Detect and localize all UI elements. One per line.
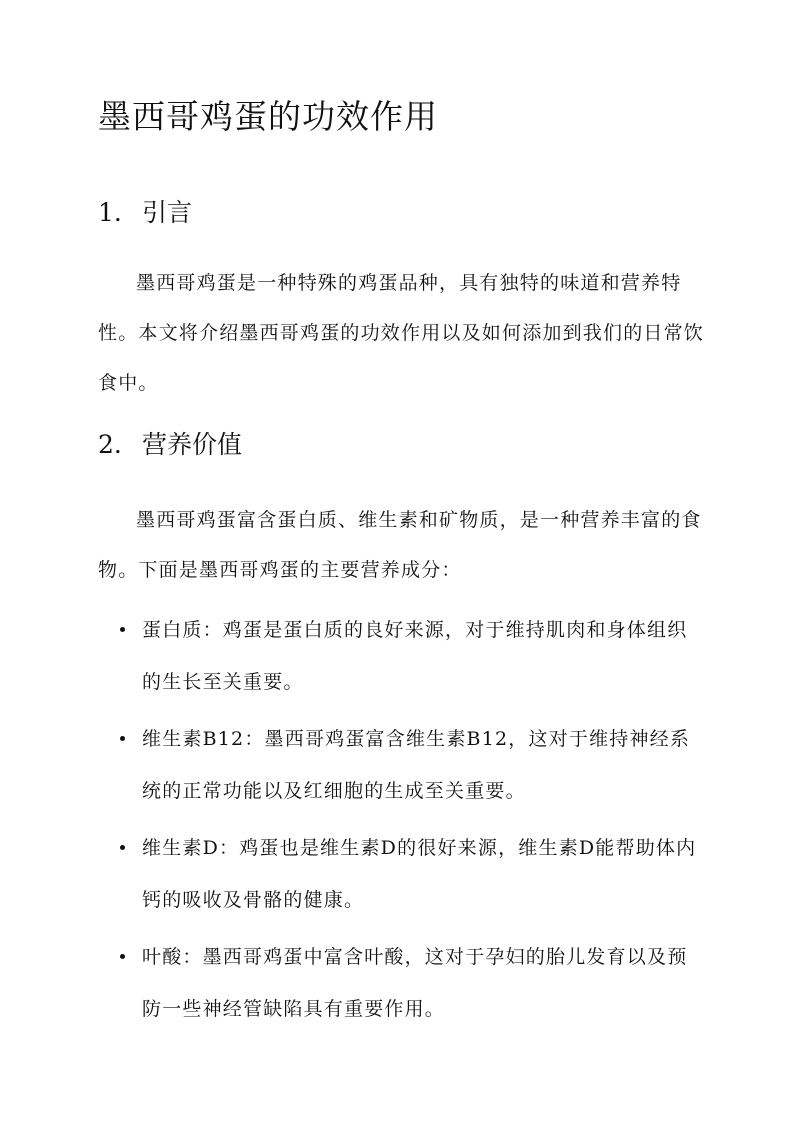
section-title: 引言 — [142, 198, 193, 227]
section-number: 1. — [98, 198, 122, 227]
list-item-text: 维生素B12：墨西哥鸡蛋富含维生素B12，这对于维持神经系统的正常功能以及红细胞的生成至关重要。 — [142, 728, 691, 802]
list-item-text: 叶酸：墨西哥鸡蛋中富含叶酸，这对于孕妇的胎儿发育以及预防一些神经管缺陷具有重要作用。 — [142, 946, 688, 1020]
list-item — [98, 604, 704, 708]
bullet-icon — [120, 627, 125, 632]
list-item — [98, 713, 704, 817]
intro-paragraph: 墨西哥鸡蛋是一种特殊的鸡蛋品种，具有独特的味道和营养特性。本文将介绍墨西哥鸡蛋的功效作用以及如何添加到我们的日常饮食中。 — [98, 272, 705, 394]
list-item-text: 维生素D：鸡蛋也是维生素D的很好来源，维生素D能帮助体内钙的吸收及骨骼的健康。 — [142, 837, 697, 911]
bullet-icon — [120, 954, 125, 959]
bullet-icon — [120, 736, 125, 741]
document-title: 墨西哥鸡蛋的功效作用 — [98, 97, 438, 136]
section-heading-intro — [98, 196, 192, 230]
section-heading-nutrition — [98, 428, 242, 462]
section-number: 2. — [98, 430, 122, 459]
section-title: 营养价值 — [142, 430, 243, 459]
nutrition-paragraph: 墨西哥鸡蛋富含蛋白质、维生素和矿物质，是一种营养丰富的食物。下面是墨西哥鸡蛋的主要营养成分： — [98, 509, 702, 581]
list-item — [98, 822, 704, 926]
bullet-icon — [120, 845, 125, 850]
nutrient-list — [98, 604, 704, 1040]
list-item — [98, 931, 704, 1035]
list-item-text: 蛋白质：鸡蛋是蛋白质的良好来源，对于维持肌肉和身体组织的生长至关重要。 — [142, 619, 688, 693]
